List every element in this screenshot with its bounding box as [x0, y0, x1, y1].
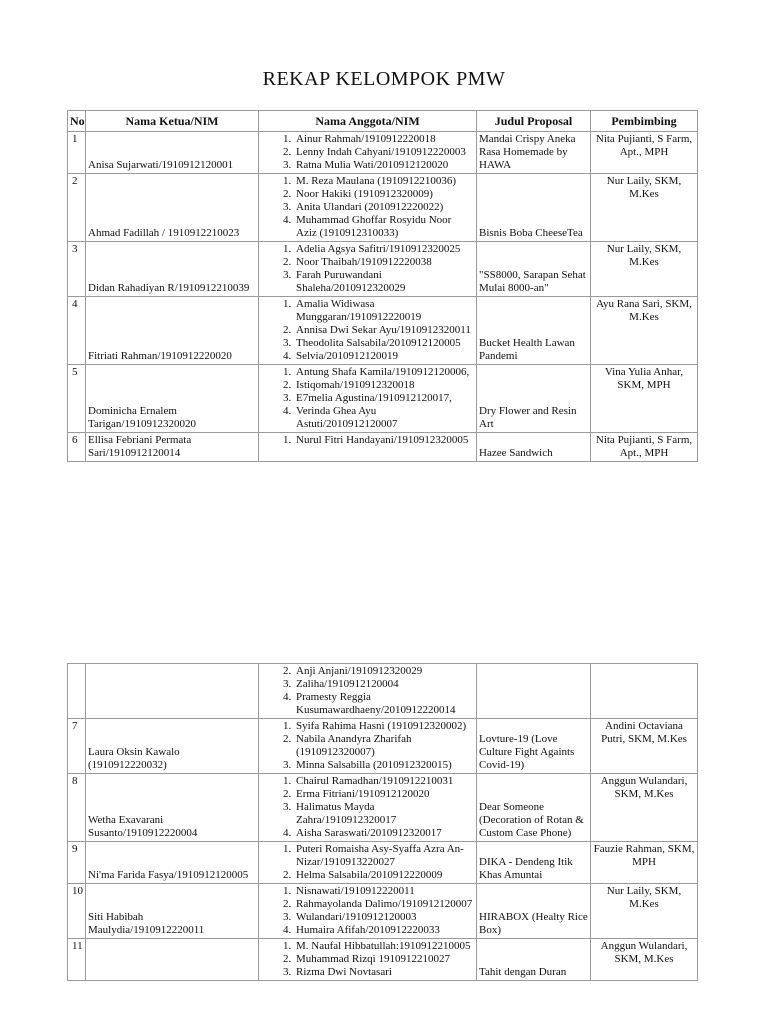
anggota-item: 3. Farah Puruwandani Shaleha/2010912320029 — [294, 269, 474, 295]
anggota-list — [261, 775, 474, 840]
anggota-item: 1. Ainur Rahmah/1910912220018 — [294, 133, 474, 146]
anggota-list — [261, 665, 474, 717]
anggota-item: 4. Muhammad Ghoffar Rosyidu Noor Aziz (1910912310033) — [294, 214, 474, 240]
cell-ketua: Ellisa Febriani Permata Sari/1910912120014 — [86, 433, 259, 462]
cell-pembimbing: Anggun Wulandari, SKM, M.Kes — [591, 774, 698, 842]
anggota-item: 1. Puteri Romaisha Asy-Syaffa Azra An-Nizar/1910913220027 — [294, 843, 474, 869]
group-table-continued — [67, 663, 698, 981]
cell-ketua: Anisa Sujarwati/1910912120001 — [86, 132, 259, 174]
anggota-list — [261, 243, 474, 295]
cell-anggota — [259, 365, 477, 433]
cell-anggota — [259, 664, 477, 719]
anggota-list — [261, 366, 474, 431]
cell-ketua — [86, 664, 259, 719]
cell-pembimbing: Fauzie Rahman, SKM, MPH — [591, 842, 698, 884]
anggota-item: 3. Zaliha/1910912120004 — [294, 678, 474, 691]
cell-anggota — [259, 174, 477, 242]
table-row — [68, 774, 698, 842]
anggota-list — [261, 133, 474, 172]
anggota-item: 2. Noor Thaibah/1910912220038 — [294, 256, 474, 269]
anggota-item: 3. Wulandari/1910912120003 — [294, 911, 474, 924]
table-row-continuation — [68, 664, 698, 719]
anggota-list — [261, 885, 474, 937]
cell-ketua — [86, 939, 259, 981]
anggota-item: 3. Rizma Dwi Novtasari — [294, 966, 474, 979]
table-row — [68, 132, 698, 174]
anggota-item: 2. Anji Anjani/1910912320029 — [294, 665, 474, 678]
anggota-item: 3. Halimatus Mayda Zahra/1910912320017 — [294, 801, 474, 827]
anggota-item: 1. M. Naufal Hibbatullah:1910912210005 — [294, 940, 474, 953]
cell-pembimbing: Nita Pujianti, S Farm, Apt., MPH — [591, 433, 698, 462]
anggota-item: 3. Ratna Mulia Wati/2010912120020 — [294, 159, 474, 172]
table-row — [68, 297, 698, 365]
anggota-item: 1. Nurul Fitri Handayani/1910912320005 — [294, 434, 474, 447]
cell-ketua: Dominicha Ernalem Tarigan/1910912320020 — [86, 365, 259, 433]
table-row — [68, 939, 698, 981]
group-table — [67, 110, 698, 462]
cell-no: 9 — [68, 842, 86, 884]
cell-anggota — [259, 719, 477, 774]
header-judul: Judul Proposal — [477, 111, 591, 132]
cell-anggota — [259, 297, 477, 365]
anggota-item: 1. Adelia Agsya Safitri/1910912320025 — [294, 243, 474, 256]
anggota-item: 2. Muhammad Rizqi 1910912210027 — [294, 953, 474, 966]
anggota-item: 3. Theodolita Salsabila/2010912120005 — [294, 337, 474, 350]
cell-ketua: Ahmad Fadillah / 1910912210023 — [86, 174, 259, 242]
anggota-item: 2. Erma Fitriani/1910912120020 — [294, 788, 474, 801]
cell-pembimbing: Nita Pujianti, S Farm, Apt., MPH — [591, 132, 698, 174]
cell-ketua: Didan Rahadiyan R/1910912210039 — [86, 242, 259, 297]
anggota-item: 4. Humaira Afifah/2010912220033 — [294, 924, 474, 937]
anggota-item: 1. Syifa Rahima Hasni (1910912320002) — [294, 720, 474, 733]
anggota-item: 3. E7melia Agustina/1910912120017, — [294, 392, 474, 405]
anggota-item: 2. Noor Hakiki (1910912320009) — [294, 188, 474, 201]
cell-pembimbing: Ayu Rana Sari, SKM, M.Kes — [591, 297, 698, 365]
cell-pembimbing: Nur Laily, SKM, M.Kes — [591, 174, 698, 242]
anggota-item: 4. Aisha Saraswati/2010912320017 — [294, 827, 474, 840]
header-anggota: Nama Anggota/NIM — [259, 111, 477, 132]
cell-no: 2 — [68, 174, 86, 242]
table-row — [68, 365, 698, 433]
cell-pembimbing: Nur Laily, SKM, M.Kes — [591, 884, 698, 939]
cell-no: 10 — [68, 884, 86, 939]
cell-pembimbing: Anggun Wulandari, SKM, M.Kes — [591, 939, 698, 981]
cell-pembimbing: Andini Octaviana Putri, SKM, M.Kes — [591, 719, 698, 774]
anggota-item: 3. Anita Ulandari (2010912220022) — [294, 201, 474, 214]
cell-no: 6 — [68, 433, 86, 462]
anggota-list — [261, 940, 474, 979]
cell-judul: Mandai Crispy Aneka Rasa Homemade by HAWA — [477, 132, 591, 174]
cell-no: 4 — [68, 297, 86, 365]
table-row — [68, 242, 698, 297]
cell-anggota — [259, 774, 477, 842]
cell-ketua: Wetha Exavarani Susanto/1910912220004 — [86, 774, 259, 842]
header-no: No — [68, 111, 86, 132]
cell-no — [68, 664, 86, 719]
cell-pembimbing — [591, 664, 698, 719]
table-row — [68, 884, 698, 939]
header-pembimbing: Pembimbing — [591, 111, 698, 132]
anggota-list — [261, 843, 474, 882]
anggota-item: 1. M. Reza Maulana (1910912210036) — [294, 175, 474, 188]
cell-judul: "SS8000, Sarapan Sehat Mulai 8000-an" — [477, 242, 591, 297]
cell-ketua: Siti Habibah Maulydia/1910912220011 — [86, 884, 259, 939]
cell-judul: Dry Flower and Resin Art — [477, 365, 591, 433]
table-row — [68, 719, 698, 774]
cell-no: 1 — [68, 132, 86, 174]
anggota-item: 2. Lenny Indah Cahyani/1910912220003 — [294, 146, 474, 159]
cell-anggota — [259, 433, 477, 462]
anggota-item: 1. Antung Shafa Kamila/1910912120006, — [294, 366, 474, 379]
cell-ketua: Ni'ma Farida Fasya/1910912120005 — [86, 842, 259, 884]
cell-anggota — [259, 842, 477, 884]
cell-no: 7 — [68, 719, 86, 774]
anggota-item: 4. Selvia/2010912120019 — [294, 350, 474, 363]
cell-pembimbing: Nur Laily, SKM, M.Kes — [591, 242, 698, 297]
cell-judul: Dear Someone (Decoration of Rotan & Custom Case Phone) — [477, 774, 591, 842]
table-row — [68, 174, 698, 242]
cell-pembimbing: Vina Yulia Anhar, SKM, MPH — [591, 365, 698, 433]
anggota-list — [261, 175, 474, 240]
cell-ketua: Laura Oksin Kawalo (1910912220032) — [86, 719, 259, 774]
anggota-item: 3. Minna Salsabilla (2010912320015) — [294, 759, 474, 772]
anggota-item: 2. Nabila Anandyra Zharifah (1910912320007) — [294, 733, 474, 759]
anggota-item: 4. Verinda Ghea Ayu Astuti/2010912120007 — [294, 405, 474, 431]
cell-judul: Tahit dengan Duran — [477, 939, 591, 981]
cell-anggota — [259, 132, 477, 174]
cell-ketua: Fitriati Rahman/1910912220020 — [86, 297, 259, 365]
anggota-item: 2. Istiqomah/1910912320018 — [294, 379, 474, 392]
anggota-list — [261, 298, 474, 363]
table-row — [68, 433, 698, 462]
page-title: REKAP KELOMPOK PMW — [262, 68, 506, 90]
cell-judul: HIRABOX (Healty Rice Box) — [477, 884, 591, 939]
cell-anggota — [259, 939, 477, 981]
cell-judul: Lovture-19 (Love Culture Fight Againts Covid-19) — [477, 719, 591, 774]
table-row — [68, 842, 698, 884]
cell-no: 3 — [68, 242, 86, 297]
anggota-item: 1. Nisnawati/1910912220011 — [294, 885, 474, 898]
cell-no: 5 — [68, 365, 86, 433]
anggota-item: 2. Annisa Dwi Sekar Ayu/1910912320011 — [294, 324, 474, 337]
cell-judul: Bisnis Boba CheeseTea — [477, 174, 591, 242]
anggota-item: 2. Rahmayolanda Dalimo/1910912120007 — [294, 898, 474, 911]
table-header-row — [68, 111, 698, 132]
anggota-item: 1. Chairul Ramadhan/1910912210031 — [294, 775, 474, 788]
header-ketua: Nama Ketua/NIM — [86, 111, 259, 132]
anggota-item: 4. Pramesty Reggia Kusumawardhaeny/2010912220014 — [294, 691, 474, 717]
cell-judul — [477, 664, 591, 719]
anggota-item: 1. Amalia Widiwasa Munggaran/1910912220019 — [294, 298, 474, 324]
cell-anggota — [259, 242, 477, 297]
anggota-item: 2. Helma Salsabila/2010912220009 — [294, 869, 474, 882]
cell-no: 11 — [68, 939, 86, 981]
cell-judul: Hazee Sandwich — [477, 433, 591, 462]
anggota-list — [261, 434, 474, 447]
anggota-list — [261, 720, 474, 772]
cell-anggota — [259, 884, 477, 939]
cell-judul: DIKA - Dendeng Itik Khas Amuntai — [477, 842, 591, 884]
cell-no: 8 — [68, 774, 86, 842]
cell-judul: Bucket Health Lawan Pandemi — [477, 297, 591, 365]
